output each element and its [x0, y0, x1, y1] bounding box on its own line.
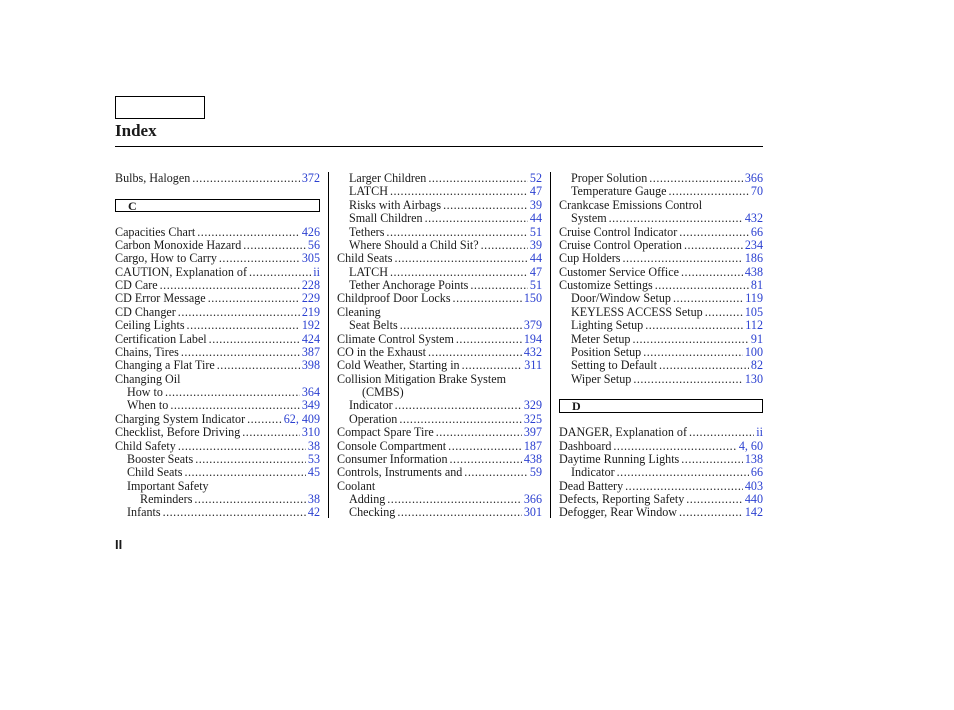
page-link[interactable]: 81 — [750, 279, 763, 292]
index-entry[interactable] — [115, 426, 320, 439]
dot-leader — [669, 185, 749, 198]
index-entry[interactable] — [115, 386, 320, 399]
index-entry[interactable] — [337, 506, 542, 519]
entry-label: Tether Anchorage Points — [349, 279, 469, 292]
index-entry[interactable] — [559, 426, 763, 439]
entry-label: Consumer Information — [337, 452, 448, 466]
dot-leader — [192, 172, 300, 185]
page-number: II — [115, 537, 123, 552]
index-entry[interactable] — [115, 413, 320, 426]
page-link[interactable]: 4, 60 — [738, 439, 763, 453]
column-divider-2 — [550, 172, 551, 518]
index-entry[interactable] — [337, 346, 542, 359]
dot-leader — [689, 426, 754, 439]
index-entry[interactable] — [115, 292, 320, 305]
entry-label: Setting to Default — [571, 359, 657, 373]
page-link[interactable]: 51 — [529, 279, 542, 292]
entry-label: Cup Holders — [559, 252, 621, 266]
page-link[interactable]: 229 — [301, 292, 320, 306]
page-link[interactable]: 52 — [529, 172, 542, 185]
page-link[interactable]: 45 — [307, 466, 320, 480]
index-entry[interactable] — [115, 506, 320, 519]
dot-leader — [625, 480, 743, 493]
index-entry[interactable] — [559, 212, 763, 225]
dot-leader — [645, 319, 743, 332]
entry-label: (CMBS) — [362, 386, 404, 399]
dot-leader — [659, 359, 749, 372]
dot-leader — [448, 440, 522, 453]
index-column-3 — [559, 172, 763, 520]
entry-label: Childproof Door Locks — [337, 292, 451, 306]
page-link[interactable]: 39 — [529, 198, 542, 212]
spacer — [559, 386, 763, 399]
dot-leader — [247, 413, 282, 426]
page-link[interactable]: 142 — [744, 506, 763, 520]
index-entry[interactable] — [559, 333, 763, 346]
index-entry[interactable] — [559, 306, 763, 319]
index-entry[interactable] — [115, 319, 320, 332]
spacer — [559, 413, 763, 426]
entry-label: Cruise Control Indicator — [559, 225, 678, 239]
dot-leader — [684, 239, 743, 252]
entry-label: Door/Window Setup — [571, 292, 671, 306]
index-entry[interactable] — [337, 185, 542, 198]
dot-leader — [243, 239, 306, 252]
entry-label: Chains, Tires — [115, 345, 179, 359]
entry-label: When to — [127, 399, 169, 413]
index-entry[interactable] — [559, 440, 763, 453]
entry-label: Checklist, Before Driving — [115, 426, 241, 440]
entry-label: Changing Oil — [115, 372, 181, 386]
entry-label: Meter Setup — [571, 332, 631, 346]
page-link[interactable]: 398 — [301, 359, 320, 373]
entry-label: Customer Service Office — [559, 265, 680, 279]
index-entry[interactable] — [559, 252, 763, 265]
page-link[interactable]: 119 — [745, 292, 763, 306]
entry-label: Risks with Airbags — [349, 198, 442, 212]
index-entry[interactable] — [559, 266, 763, 279]
entry-label: Cleaning — [337, 305, 381, 319]
index-entry[interactable] — [337, 226, 542, 239]
dot-leader — [679, 506, 743, 519]
entry-label: Customize Settings — [559, 279, 653, 292]
dot-leader — [632, 333, 748, 346]
index-entry[interactable] — [115, 346, 320, 359]
entry-label: Climate Control System — [337, 332, 454, 346]
entry-label: Crankcase Emissions Control — [559, 198, 703, 212]
dot-leader — [197, 226, 300, 239]
dot-leader — [443, 199, 528, 212]
dot-leader — [163, 506, 306, 519]
dot-leader — [170, 399, 300, 412]
entry-label: Defogger, Rear Window — [559, 506, 678, 520]
entry-label: CD Error Message — [115, 292, 206, 306]
index-entry[interactable] — [559, 319, 763, 332]
entry-label: Certification Label — [115, 332, 207, 346]
index-entry[interactable] — [115, 226, 320, 239]
index-entry[interactable] — [115, 279, 320, 292]
index-entry[interactable] — [559, 279, 763, 292]
page-link[interactable]: 432 — [523, 345, 542, 359]
page-link[interactable]: 397 — [523, 426, 542, 440]
column-divider-1 — [328, 172, 329, 518]
entry-label: Collision Mitigation Brake System — [337, 372, 506, 386]
page-link[interactable]: 424 — [301, 332, 320, 346]
page-link[interactable]: 329 — [523, 399, 542, 413]
page-link[interactable]: 44 — [529, 252, 542, 266]
index-entry[interactable] — [559, 453, 763, 466]
page-link[interactable]: 53 — [307, 452, 320, 466]
index-entry[interactable] — [337, 440, 542, 453]
page-link[interactable]: 62, 409 — [283, 412, 320, 426]
dot-leader — [397, 506, 522, 519]
page-link[interactable]: 47 — [529, 265, 542, 279]
index-entry[interactable] — [559, 466, 763, 479]
index-entry[interactable] — [337, 252, 542, 265]
page-link[interactable]: 366 — [523, 493, 542, 506]
dot-leader — [390, 266, 528, 279]
dot-leader — [178, 440, 306, 453]
dot-leader — [386, 226, 527, 239]
index-entry[interactable] — [115, 239, 320, 252]
index-entry[interactable] — [115, 252, 320, 265]
entry-label: Dashboard — [559, 439, 612, 453]
entry-label: Lighting Setup — [571, 319, 644, 333]
page-link[interactable]: 150 — [523, 292, 542, 306]
index-entry — [337, 373, 542, 386]
entry-label: Checking — [349, 506, 396, 520]
page-link[interactable]: 105 — [744, 305, 763, 319]
dot-leader — [217, 359, 300, 372]
page-link[interactable]: 56 — [307, 238, 320, 252]
index-entry[interactable] — [337, 466, 542, 479]
dot-leader — [249, 266, 311, 279]
dot-leader — [681, 453, 743, 466]
index-entry[interactable] — [115, 399, 320, 412]
index-entry[interactable] — [337, 292, 542, 305]
page-link[interactable]: 305 — [301, 252, 320, 266]
dot-leader — [160, 279, 300, 292]
entry-label: Wiper Setup — [571, 372, 632, 386]
entry-label: System — [571, 212, 607, 226]
dot-leader — [453, 292, 522, 305]
entry-label: CD Changer — [115, 305, 176, 319]
section-tab-box — [115, 96, 205, 119]
page-link[interactable]: 366 — [744, 172, 763, 185]
dot-leader — [686, 493, 743, 506]
dot-leader — [400, 319, 522, 332]
index-entry[interactable] — [115, 493, 320, 506]
entry-label: Changing a Flat Tire — [115, 359, 215, 373]
dot-leader — [436, 426, 522, 439]
page-link[interactable]: 432 — [744, 212, 763, 226]
dot-leader — [464, 466, 528, 479]
page-link[interactable]: 440 — [744, 493, 763, 506]
page-link[interactable]: 38 — [307, 439, 320, 453]
dot-leader — [209, 333, 300, 346]
index-entry[interactable] — [559, 172, 763, 185]
entry-label: Where Should a Child Sit? — [349, 238, 479, 252]
dot-leader — [425, 212, 528, 225]
dot-leader — [208, 292, 300, 305]
dot-leader — [219, 252, 300, 265]
page-link[interactable]: 91 — [750, 332, 763, 346]
page-title: Index — [115, 121, 157, 140]
entry-label: Tethers — [349, 225, 385, 239]
page-link[interactable]: 234 — [744, 238, 763, 252]
entry-label: Defects, Reporting Safety — [559, 493, 685, 506]
page-link[interactable]: 47 — [529, 185, 542, 199]
entry-label: Infants — [127, 506, 161, 520]
index-entry[interactable] — [115, 306, 320, 319]
index-column-2 — [337, 172, 542, 520]
page-link[interactable]: 112 — [745, 319, 763, 333]
page-link[interactable]: 39 — [529, 238, 542, 252]
dot-leader — [194, 493, 306, 506]
index-entry — [337, 306, 542, 319]
dot-leader — [481, 239, 528, 252]
page-link[interactable]: 51 — [529, 225, 542, 239]
dot-leader — [470, 279, 528, 292]
page-link[interactable]: 59 — [529, 466, 542, 480]
dot-leader — [456, 333, 522, 346]
entry-label: LATCH — [349, 265, 388, 279]
dot-leader — [195, 453, 306, 466]
entry-label: Adding — [349, 493, 386, 506]
index-entry[interactable] — [337, 172, 542, 185]
entry-label: Charging System Indicator — [115, 412, 246, 426]
index-entry[interactable] — [115, 359, 320, 372]
entry-label: How to — [127, 386, 163, 399]
entry-label: Reminders — [140, 493, 193, 506]
index-entry[interactable] — [115, 466, 320, 479]
entry-label: Seat Belts — [349, 319, 398, 333]
index-entry[interactable] — [337, 333, 542, 346]
index-entry[interactable] — [337, 319, 542, 332]
page-link[interactable]: 192 — [301, 319, 320, 333]
entry-label: Cargo, How to Carry — [115, 252, 217, 266]
index-entry — [115, 373, 320, 386]
index-entry[interactable] — [337, 212, 542, 225]
dot-leader — [613, 440, 736, 453]
entry-label: Small Children — [349, 212, 423, 226]
entry-label: LATCH — [349, 185, 388, 199]
index-entry[interactable] — [559, 373, 763, 386]
entry-label: DANGER, Explanation of — [559, 426, 687, 440]
index-entry[interactable] — [559, 359, 763, 372]
entry-label: Carbon Monoxide Hazard — [115, 238, 242, 252]
entry-label: Larger Children — [349, 172, 427, 185]
page-link[interactable]: 70 — [750, 185, 763, 199]
page-link[interactable]: 42 — [307, 506, 320, 520]
page-link[interactable]: 219 — [301, 305, 320, 319]
dot-leader — [643, 346, 743, 359]
dot-leader — [681, 266, 743, 279]
index-entry — [115, 480, 320, 493]
page-link[interactable]: 38 — [307, 493, 320, 506]
entry-label: Controls, Instruments and — [337, 466, 463, 480]
dot-leader — [617, 466, 749, 479]
index-entry[interactable] — [337, 266, 542, 279]
entry-label: CAUTION, Explanation of — [115, 265, 247, 279]
index-entry[interactable] — [115, 172, 320, 185]
dot-leader — [673, 292, 743, 305]
index-entry[interactable] — [337, 359, 542, 372]
page-link[interactable]: 387 — [301, 345, 320, 359]
dot-leader — [187, 319, 300, 332]
page-link[interactable]: 311 — [524, 359, 542, 373]
page-link[interactable]: 426 — [301, 225, 320, 239]
index-entry[interactable] — [115, 440, 320, 453]
entry-label: Indicator — [571, 466, 615, 480]
index-column-1 — [115, 172, 320, 520]
page-link[interactable]: 66 — [750, 466, 763, 480]
page-link[interactable]: 82 — [750, 359, 763, 373]
entry-label: KEYLESS ACCESS Setup — [571, 305, 703, 319]
entry-label: Indicator — [349, 399, 393, 413]
entry-label: Child Safety — [115, 439, 176, 453]
index-entry[interactable] — [337, 199, 542, 212]
index-entry — [337, 480, 542, 493]
index-entry — [559, 199, 763, 212]
index-entry[interactable] — [559, 239, 763, 252]
dot-leader — [679, 226, 749, 239]
index-entry[interactable] — [559, 226, 763, 239]
index-entry[interactable] — [337, 399, 542, 412]
page-link[interactable]: 186 — [744, 252, 763, 266]
section-letter-c: C — [115, 199, 320, 212]
dot-leader — [165, 386, 300, 399]
entry-label: Cold Weather, Starting in — [337, 359, 460, 373]
dot-leader — [705, 306, 743, 319]
entry-label: Cruise Control Operation — [559, 238, 682, 252]
dot-leader — [181, 346, 300, 359]
index-entry[interactable] — [115, 266, 320, 279]
index-entry[interactable] — [559, 493, 763, 506]
page-link[interactable]: 187 — [523, 439, 542, 453]
entry-label: Console Compartment — [337, 439, 447, 453]
index-entry[interactable] — [559, 480, 763, 493]
page-link[interactable]: ii — [313, 265, 320, 279]
dot-leader — [655, 279, 749, 292]
index-entry[interactable] — [337, 413, 542, 426]
page-link[interactable]: 100 — [744, 345, 763, 359]
spacer — [115, 212, 320, 225]
page-link[interactable]: 438 — [744, 265, 763, 279]
dot-leader — [178, 306, 300, 319]
entry-label: Dead Battery — [559, 479, 624, 493]
index-entry[interactable] — [115, 453, 320, 466]
page-link[interactable]: 301 — [523, 506, 542, 520]
entry-label: Capacities Chart — [115, 225, 196, 239]
page-link[interactable]: ii — [756, 426, 763, 440]
index-entry[interactable] — [115, 333, 320, 346]
page-link[interactable]: 379 — [523, 319, 542, 333]
dot-leader — [450, 453, 522, 466]
page-link[interactable]: 403 — [744, 479, 763, 493]
dot-leader — [622, 252, 742, 265]
page-link[interactable]: 310 — [301, 426, 320, 440]
page-link[interactable]: 438 — [523, 452, 542, 466]
entry-label: CD Care — [115, 279, 158, 292]
entry-label: Compact Spare Tire — [337, 426, 434, 440]
dot-leader — [242, 426, 300, 439]
dot-leader — [428, 346, 522, 359]
spacer — [115, 185, 320, 198]
index-entry[interactable] — [559, 292, 763, 305]
page-link[interactable]: 66 — [750, 225, 763, 239]
header-rule — [115, 146, 763, 147]
dot-leader — [649, 172, 743, 185]
page-link[interactable]: 44 — [529, 212, 542, 226]
dot-leader — [394, 252, 527, 265]
dot-leader — [399, 413, 522, 426]
entry-label: Temperature Gauge — [571, 185, 667, 199]
dot-leader — [462, 359, 523, 372]
index-entry — [337, 386, 542, 399]
dot-leader — [387, 493, 522, 506]
page-link[interactable]: 194 — [523, 332, 542, 346]
page-link[interactable]: 228 — [301, 279, 320, 292]
dot-leader — [609, 212, 743, 225]
page-link[interactable]: 372 — [301, 172, 320, 185]
index-entry[interactable] — [337, 279, 542, 292]
entry-label: Important Safety — [127, 479, 209, 493]
entry-label: Proper Solution — [571, 172, 648, 185]
entry-label: Bulbs, Halogen — [115, 172, 191, 185]
entry-label: Child Seats — [337, 252, 393, 266]
page-link[interactable]: 138 — [744, 452, 763, 466]
index-entry[interactable] — [337, 453, 542, 466]
dot-leader — [184, 466, 305, 479]
page-link[interactable]: 325 — [523, 412, 542, 426]
page-link[interactable]: 364 — [301, 386, 320, 399]
entry-label: Operation — [349, 412, 398, 426]
index-entry[interactable] — [337, 239, 542, 252]
entry-label: Ceiling Lights — [115, 319, 185, 333]
entry-label: Coolant — [337, 479, 376, 493]
entry-label: CO in the Exhaust — [337, 345, 427, 359]
dot-leader — [428, 172, 528, 185]
dot-leader — [390, 185, 528, 198]
entry-label: Child Seats — [127, 466, 183, 480]
index-entry[interactable] — [559, 346, 763, 359]
index-entry[interactable] — [559, 185, 763, 198]
entry-label: Booster Seats — [127, 452, 194, 466]
index-entry[interactable] — [337, 493, 542, 506]
index-entry[interactable] — [337, 426, 542, 439]
dot-leader — [633, 373, 743, 386]
page-link[interactable]: 130 — [744, 372, 763, 386]
page-link[interactable]: 349 — [301, 399, 320, 413]
index-entry[interactable] — [559, 506, 763, 519]
entry-label: Position Setup — [571, 345, 642, 359]
section-letter-d: D — [559, 399, 763, 412]
dot-leader — [395, 399, 522, 412]
entry-label: Daytime Running Lights — [559, 452, 680, 466]
